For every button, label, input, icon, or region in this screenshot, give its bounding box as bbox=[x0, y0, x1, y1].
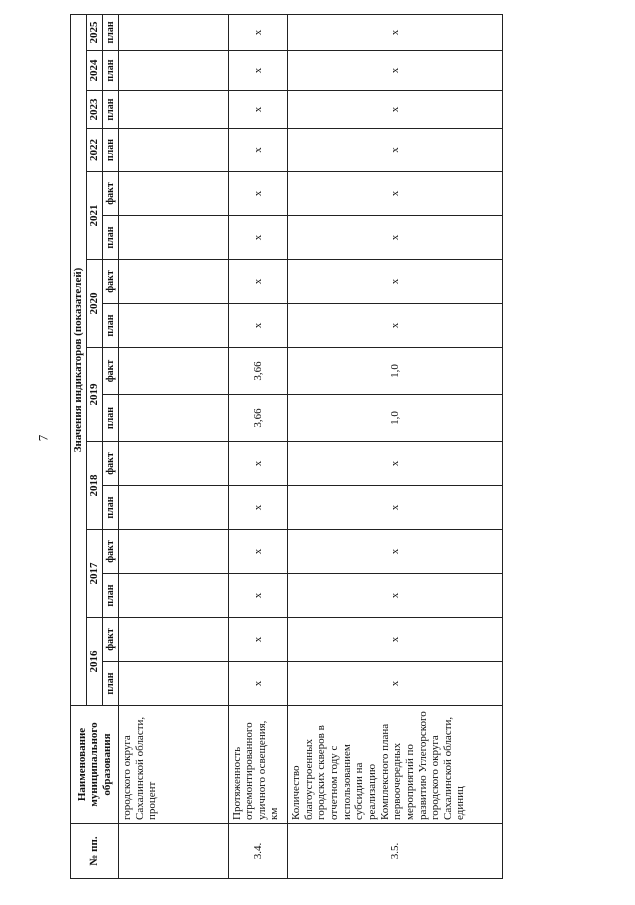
table-cell: x bbox=[288, 574, 503, 618]
table-cell: x bbox=[228, 662, 288, 706]
year-2020: 2020 bbox=[87, 260, 103, 348]
plan-2020: план bbox=[103, 304, 119, 348]
table-cell: x bbox=[228, 172, 288, 216]
table-cell: x bbox=[228, 574, 288, 618]
table-cell: x bbox=[228, 442, 288, 486]
year-2021: 2021 bbox=[87, 172, 103, 260]
year-2018: 2018 bbox=[87, 442, 103, 530]
table-cell bbox=[119, 618, 229, 662]
table-cell: 1,0 bbox=[288, 395, 503, 442]
table-cell: x bbox=[228, 91, 288, 129]
fact-2019: факт bbox=[103, 348, 119, 395]
year-2023: 2023 bbox=[87, 91, 103, 129]
row-num: 3.5. bbox=[288, 824, 503, 879]
table-cell: x bbox=[228, 618, 288, 662]
fact-2018: факт bbox=[103, 442, 119, 486]
table-cell: x bbox=[288, 129, 503, 172]
fact-2016: факт bbox=[103, 618, 119, 662]
table-cell: x bbox=[288, 662, 503, 706]
table-cell bbox=[119, 129, 229, 172]
header-row-values bbox=[71, 14, 87, 878]
table-cell bbox=[119, 14, 229, 50]
table-cell: x bbox=[288, 14, 503, 50]
table-cell: x bbox=[288, 530, 503, 574]
plan-2022: план bbox=[103, 129, 119, 172]
plan-2025: план bbox=[103, 14, 119, 50]
indicator-table bbox=[70, 14, 503, 879]
table-cell: x bbox=[288, 442, 503, 486]
row-num bbox=[119, 824, 229, 879]
table-cell: x bbox=[288, 260, 503, 304]
row-num: 3.4. bbox=[228, 824, 288, 879]
table-cell: x bbox=[228, 51, 288, 91]
year-2025: 2025 bbox=[87, 14, 103, 50]
table-cell: 1,0 bbox=[288, 348, 503, 395]
table-cell bbox=[119, 91, 229, 129]
table-cell bbox=[119, 530, 229, 574]
table-cell: x bbox=[288, 618, 503, 662]
table-cell: x bbox=[228, 260, 288, 304]
plan-2023: план bbox=[103, 91, 119, 129]
fact-2020: факт bbox=[103, 260, 119, 304]
row-name: Протяженность отремонтированного уличного освещения, км bbox=[228, 706, 288, 824]
table-row bbox=[119, 14, 229, 878]
table-cell: x bbox=[228, 216, 288, 260]
table-row bbox=[288, 14, 503, 878]
year-2024: 2024 bbox=[87, 51, 103, 91]
plan-2018: план bbox=[103, 486, 119, 530]
table-cell bbox=[119, 662, 229, 706]
table-cell bbox=[119, 395, 229, 442]
table-cell: x bbox=[288, 51, 503, 91]
year-2019: 2019 bbox=[87, 348, 103, 442]
table-row bbox=[228, 14, 288, 878]
fact-2021: факт bbox=[103, 172, 119, 216]
table-cell bbox=[119, 348, 229, 395]
table-cell bbox=[119, 442, 229, 486]
table-cell bbox=[119, 260, 229, 304]
plan-2024: план bbox=[103, 51, 119, 91]
indicator-table-sheet bbox=[70, 18, 503, 879]
table-cell bbox=[119, 172, 229, 216]
table-cell: x bbox=[288, 91, 503, 129]
plan-2019: план bbox=[103, 395, 119, 442]
year-2017: 2017 bbox=[87, 530, 103, 618]
plan-2021: план bbox=[103, 216, 119, 260]
header-num: № пп. bbox=[71, 824, 119, 879]
table-cell bbox=[119, 216, 229, 260]
page-number: 7 bbox=[35, 434, 51, 442]
table-cell: x bbox=[228, 530, 288, 574]
table-cell bbox=[119, 304, 229, 348]
year-2016: 2016 bbox=[87, 618, 103, 706]
table-cell: x bbox=[228, 486, 288, 530]
table-cell: x bbox=[288, 486, 503, 530]
table-cell: x bbox=[228, 14, 288, 50]
table-cell: x bbox=[288, 216, 503, 260]
row-name: Количество благоустроенных городских скверов в отчетном году с использованием субсидии на реализацию Комплексного плана первоочередных мероприятий по развитию Углегорского городского округа Сахалинской области, единиц bbox=[288, 706, 503, 824]
table-cell: x bbox=[228, 129, 288, 172]
table-cell: x bbox=[228, 304, 288, 348]
fact-2017: факт bbox=[103, 530, 119, 574]
plan-2017: план bbox=[103, 574, 119, 618]
table-cell bbox=[119, 574, 229, 618]
table-cell: 3,66 bbox=[228, 395, 288, 442]
plan-2016: план bbox=[103, 662, 119, 706]
table-cell bbox=[119, 486, 229, 530]
table-cell bbox=[119, 51, 229, 91]
header-values: Значения индикаторов (показателей) bbox=[71, 14, 87, 705]
table-cell: x bbox=[288, 172, 503, 216]
table-cell: x bbox=[288, 304, 503, 348]
year-2022: 2022 bbox=[87, 129, 103, 172]
header-name: Наименование муниципального образования bbox=[71, 706, 119, 824]
table-cell: 3,66 bbox=[228, 348, 288, 395]
row-name: городского округа Сахалинской области, процент bbox=[119, 706, 229, 824]
